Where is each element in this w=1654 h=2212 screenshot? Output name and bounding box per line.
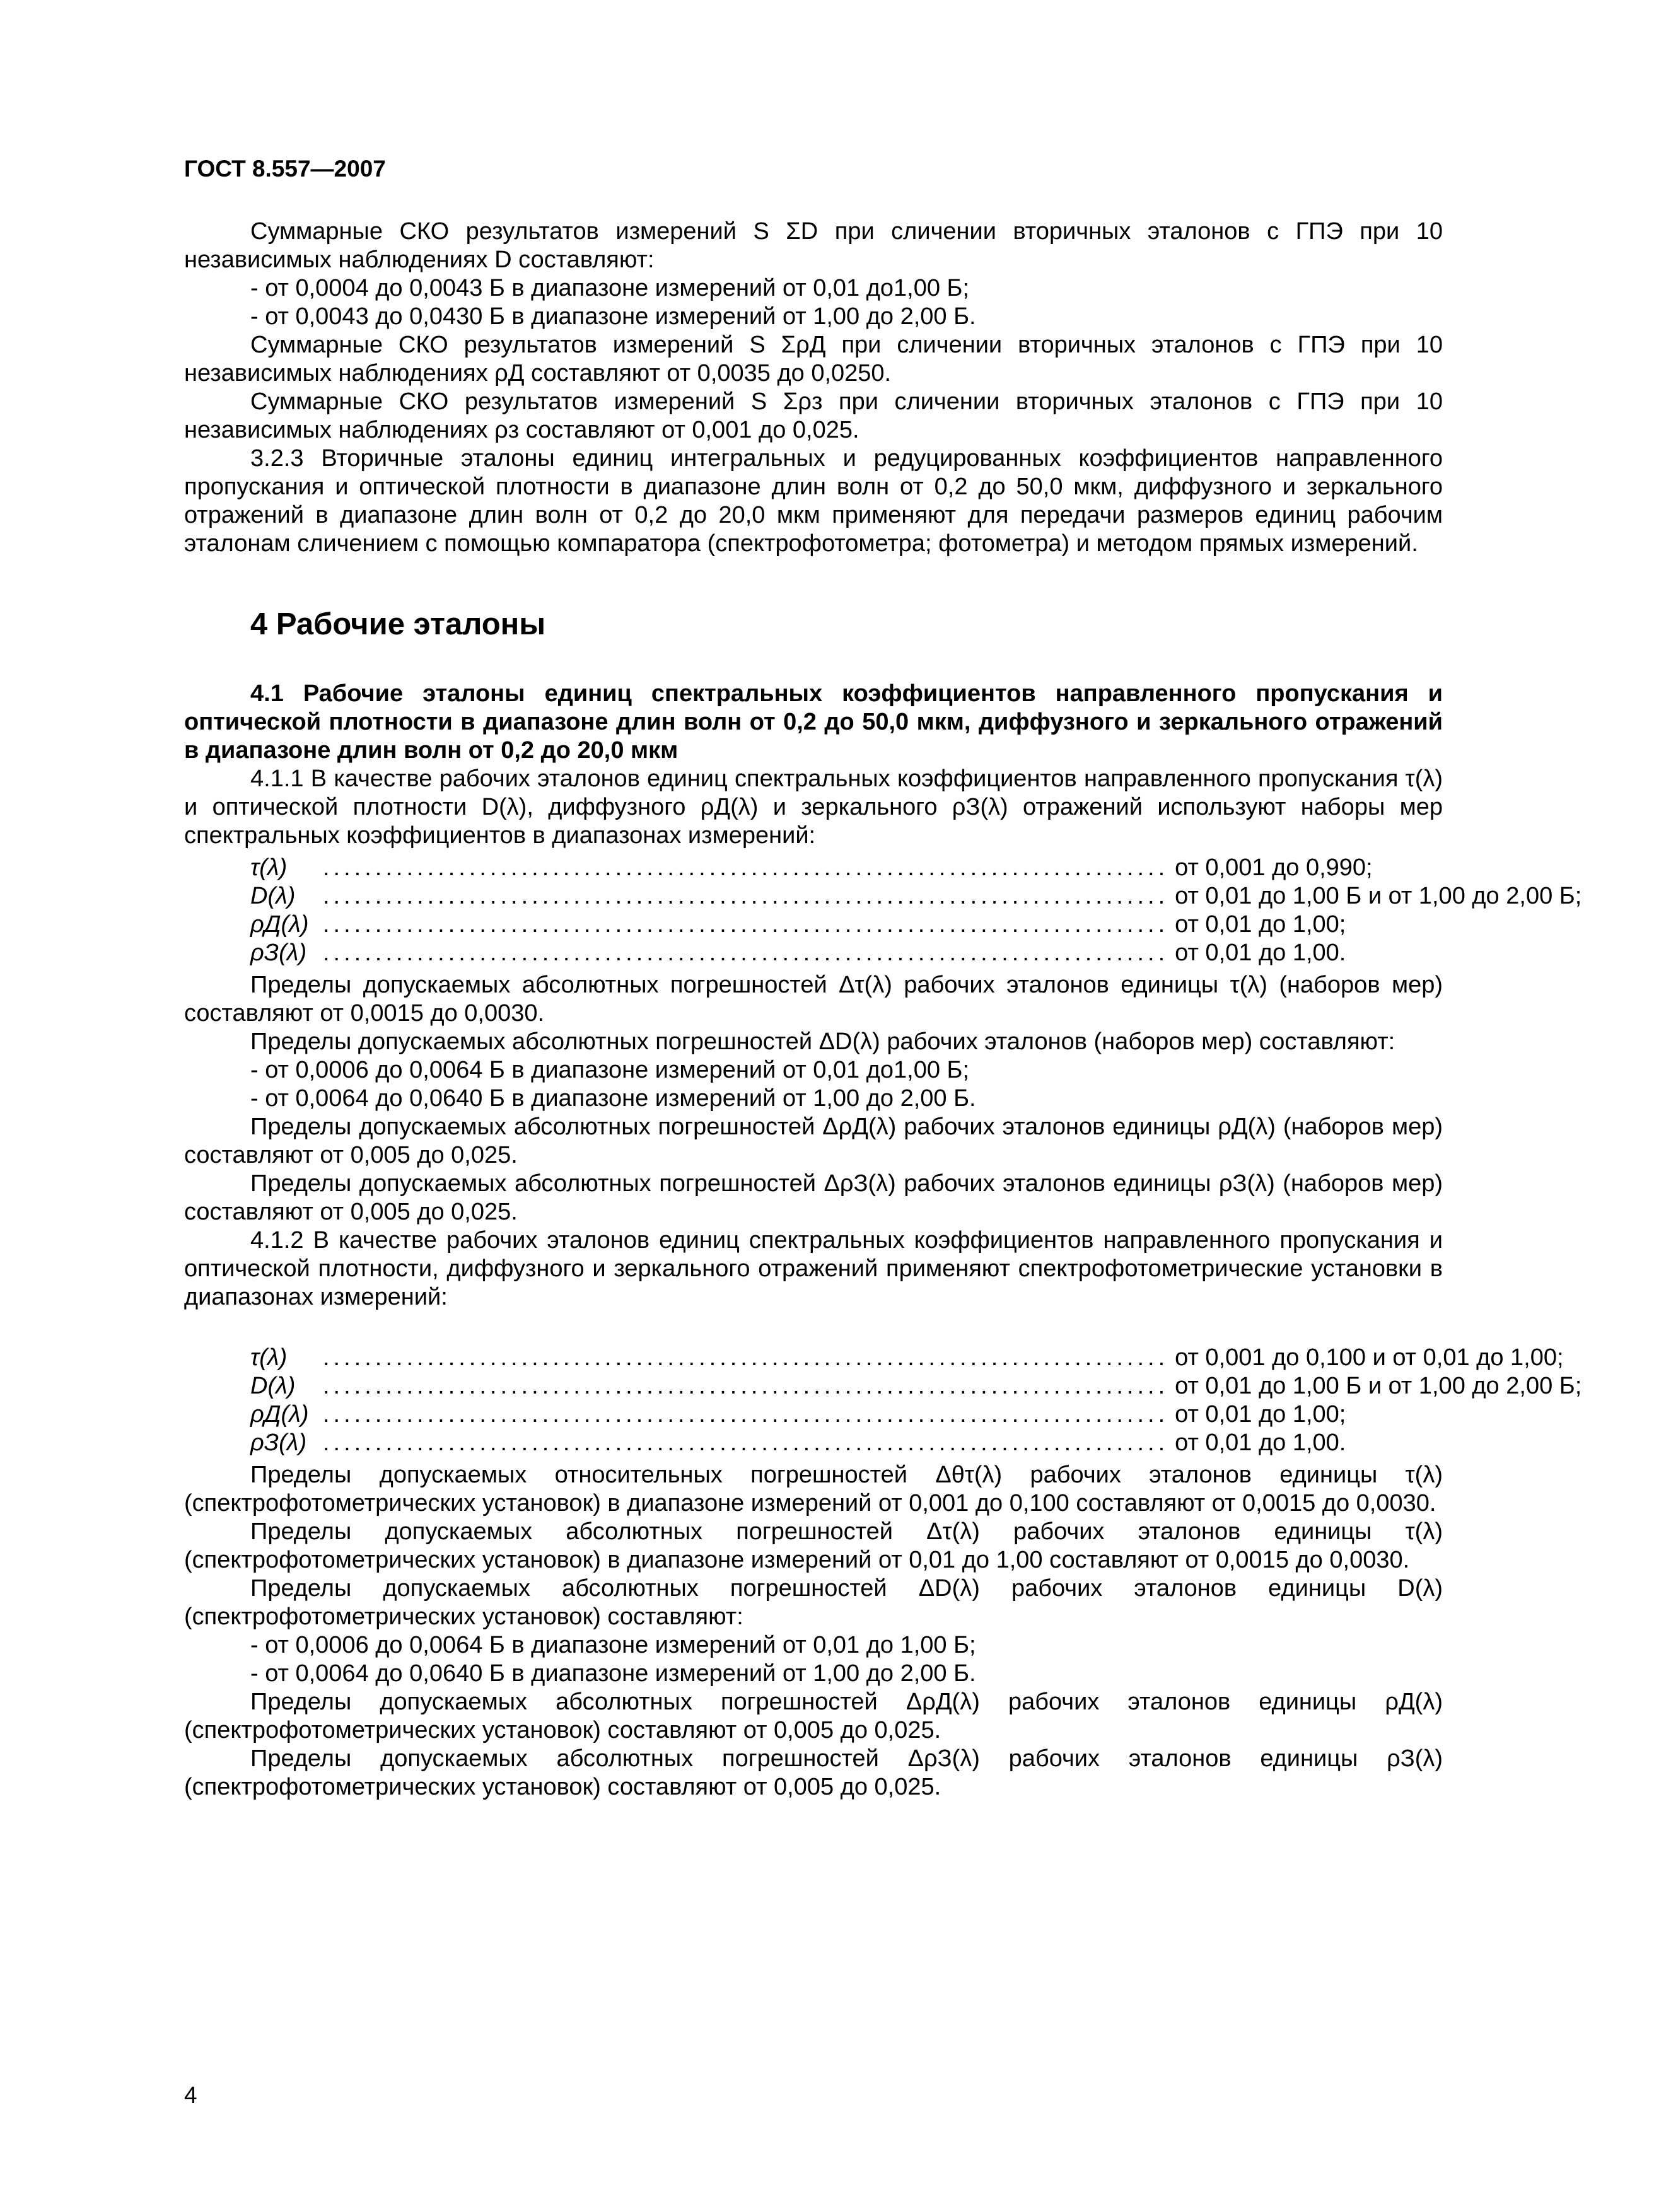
document-id: ГОСТ 8.557—2007 [184,156,386,182]
list-item [184,1372,1582,1400]
range-value: от 0,01 до 1,00. [1175,940,1346,966]
list-item: - от 0,0006 до 0,0064 Б в диапазоне измерений от 0,01 до1,00 Б; [250,1057,970,1083]
symbol: ρД(λ) [250,911,309,938]
range-value: от 0,01 до 1,00; [1175,911,1346,938]
leader-dots: ................................................................................. [323,940,1169,966]
list-item [184,1344,1564,1372]
section-title: 4 Рабочие эталоны [250,607,546,641]
list-item: - от 0,0043 до 0,0430 Б в диапазоне измерений от 1,00 до 2,00 Б. [250,303,976,330]
symbol: D(λ) [250,883,296,909]
range-value: от 0,001 до 0,990; [1175,854,1373,881]
subsection-title: 4.1 Рабочие эталоны единиц спектральных коэффициентов направленного пропускания и оптической плотности в диапазоне длин волн от 0,2 до 50,0 мкм, диффузного и зеркального отражений в диапазоне длин волн от 0,2 до 20,0 мкм [184,680,1443,764]
range-value: от 0,01 до 1,00 Б и от 1,00 до 2,00 Б; [1175,883,1582,909]
list-item [184,1429,1443,1457]
range-value: от 0,01 до 1,00 Б и от 1,00 до 2,00 Б; [1175,1373,1582,1399]
leader-dots: ................................................................................. [323,854,1169,881]
leader-dots: ................................................................................. [323,1344,1169,1371]
paragraph: 4.1.1 В качестве рабочих эталонов единиц спектральных коэффициентов направленного пропускания τ(λ) и оптической плотности D(λ), диффузного ρД(λ) и зеркального ρЗ(λ) отражений используют наборы мер спектральных коэффициентов в диапазонах измерений: [184,765,1443,849]
symbol: τ(λ) [250,1344,288,1371]
list-item [184,854,1443,882]
leader-dots: ................................................................................. [323,1373,1169,1399]
range-list-1 [184,854,1582,967]
leader-dots: ................................................................................. [323,1401,1169,1428]
list-item [184,939,1443,967]
paragraph: Суммарные СКО результатов измерений S ΣD при сличении вторичных эталонов с ГПЭ при 10 независимых наблюдениях D составляют: [184,218,1443,273]
range-value: от 0,01 до 1,00; [1175,1401,1346,1428]
paragraph: Суммарные СКО результатов измерений S ΣρД при сличении вторичных эталонов с ГПЭ при 10 независимых наблюдениях ρД составляют от 0,0035 до 0,0250. [184,332,1443,387]
paragraph: Пределы допускаемых абсолютных погрешностей ΔρЗ(λ) рабочих эталонов единицы ρЗ(λ) (спектрофотометрических установок) составляют от 0,005 до 0,025. [184,1745,1443,1800]
list-item [184,882,1582,911]
page-content [184,218,1582,1802]
list-item: - от 0,0064 до 0,0640 Б в диапазоне измерений от 1,00 до 2,00 Б. [250,1085,976,1112]
paragraph: 4.1.2 В качестве рабочих эталонов единиц спектральных коэффициентов направленного пропускания и оптической плотности, диффузного и зеркального отражений применяют спектрофотометрические установки в диапазонах измерений: [184,1227,1443,1310]
spacer [184,1312,1443,1340]
paragraph: 3.2.3 Вторичные эталоны единиц интегральных и редуцированных коэффициентов направленного пропускания и оптической плотности в диапазоне длин волн от 0,2 до 50,0 мкм, диффузного и зеркального отражений в диапазоне длин волн от 0,2 до 20,0 мкм применяют для передачи размеров единиц рабочим эталонам сличением с помощью компаратора (спектрофотометра; фотометра) и методом прямых измерений. [184,445,1443,557]
symbol: ρЗ(λ) [250,1429,307,1456]
paragraph: Пределы допускаемых абсолютных погрешностей ΔD(λ) рабочих эталонов единицы D(λ) (спектрофотометрических установок) составляют: [184,1575,1443,1630]
list-item [184,1400,1443,1429]
list-item: - от 0,0004 до 0,0043 Б в диапазоне измерений от 0,01 до1,00 Б; [250,275,970,301]
list-item [184,911,1443,939]
paragraph: Пределы допускаемых абсолютных погрешностей ΔρД(λ) рабочих эталонов единицы ρД(λ) (спектрофотометрических установок) составляют от 0,005 до 0,025. [184,1689,1443,1743]
page-number: 4 [184,2082,197,2108]
paragraph: Пределы допускаемых абсолютных погрешностей Δτ(λ) рабочих эталонов единицы τ(λ) (спектрофотометрических установок) в диапазоне измерений от 0,01 до 1,00 составляют от 0,0015 до 0,0030. [184,1518,1443,1573]
paragraph: Пределы допускаемых абсолютных погрешностей Δτ(λ) рабочих эталонов единицы τ(λ) (наборов мер) составляют от 0,0015 до 0,0030. [184,972,1443,1027]
paragraph: Пределы допускаемых абсолютных погрешностей ΔρЗ(λ) рабочих эталонов единицы ρЗ(λ) (наборов мер) составляют от 0,005 до 0,025. [184,1170,1443,1225]
symbol: ρД(λ) [250,1401,309,1428]
range-value: от 0,001 до 0,100 и от 0,01 до 1,00; [1175,1344,1564,1371]
leader-dots: ................................................................................. [323,1429,1169,1456]
range-list-2 [184,1344,1582,1457]
paragraph: Пределы допускаемых абсолютных погрешностей ΔρД(λ) рабочих эталонов единицы ρД(λ) (наборов мер) составляют от 0,005 до 0,025. [184,1114,1443,1168]
list-item: - от 0,0006 до 0,0064 Б в диапазоне измерений от 0,01 до 1,00 Б; [250,1632,976,1658]
paragraph: Суммарные СКО результатов измерений S Σρз при сличении вторичных эталонов с ГПЭ при 10 независимых наблюдениях ρз составляют от 0,001 до 0,025. [184,388,1443,443]
symbol: D(λ) [250,1373,296,1399]
symbol: ρЗ(λ) [250,940,307,966]
leader-dots: ................................................................................. [323,911,1169,938]
paragraph: Пределы допускаемых абсолютных погрешностей ΔD(λ) рабочих эталонов (наборов мер) составляют: [250,1028,1395,1055]
range-value: от 0,01 до 1,00. [1175,1429,1346,1456]
symbol: τ(λ) [250,854,288,881]
paragraph: Пределы допускаемых относительных погрешностей Δθτ(λ) рабочих эталонов единицы τ(λ) (спектрофотометрических установок) в диапазоне измерений от 0,001 до 0,100 составляют от 0,0015 до 0,0030. [184,1462,1443,1516]
leader-dots: ................................................................................. [323,883,1169,909]
list-item: - от 0,0064 до 0,0640 Б в диапазоне измерений от 1,00 до 2,00 Б. [250,1660,976,1687]
